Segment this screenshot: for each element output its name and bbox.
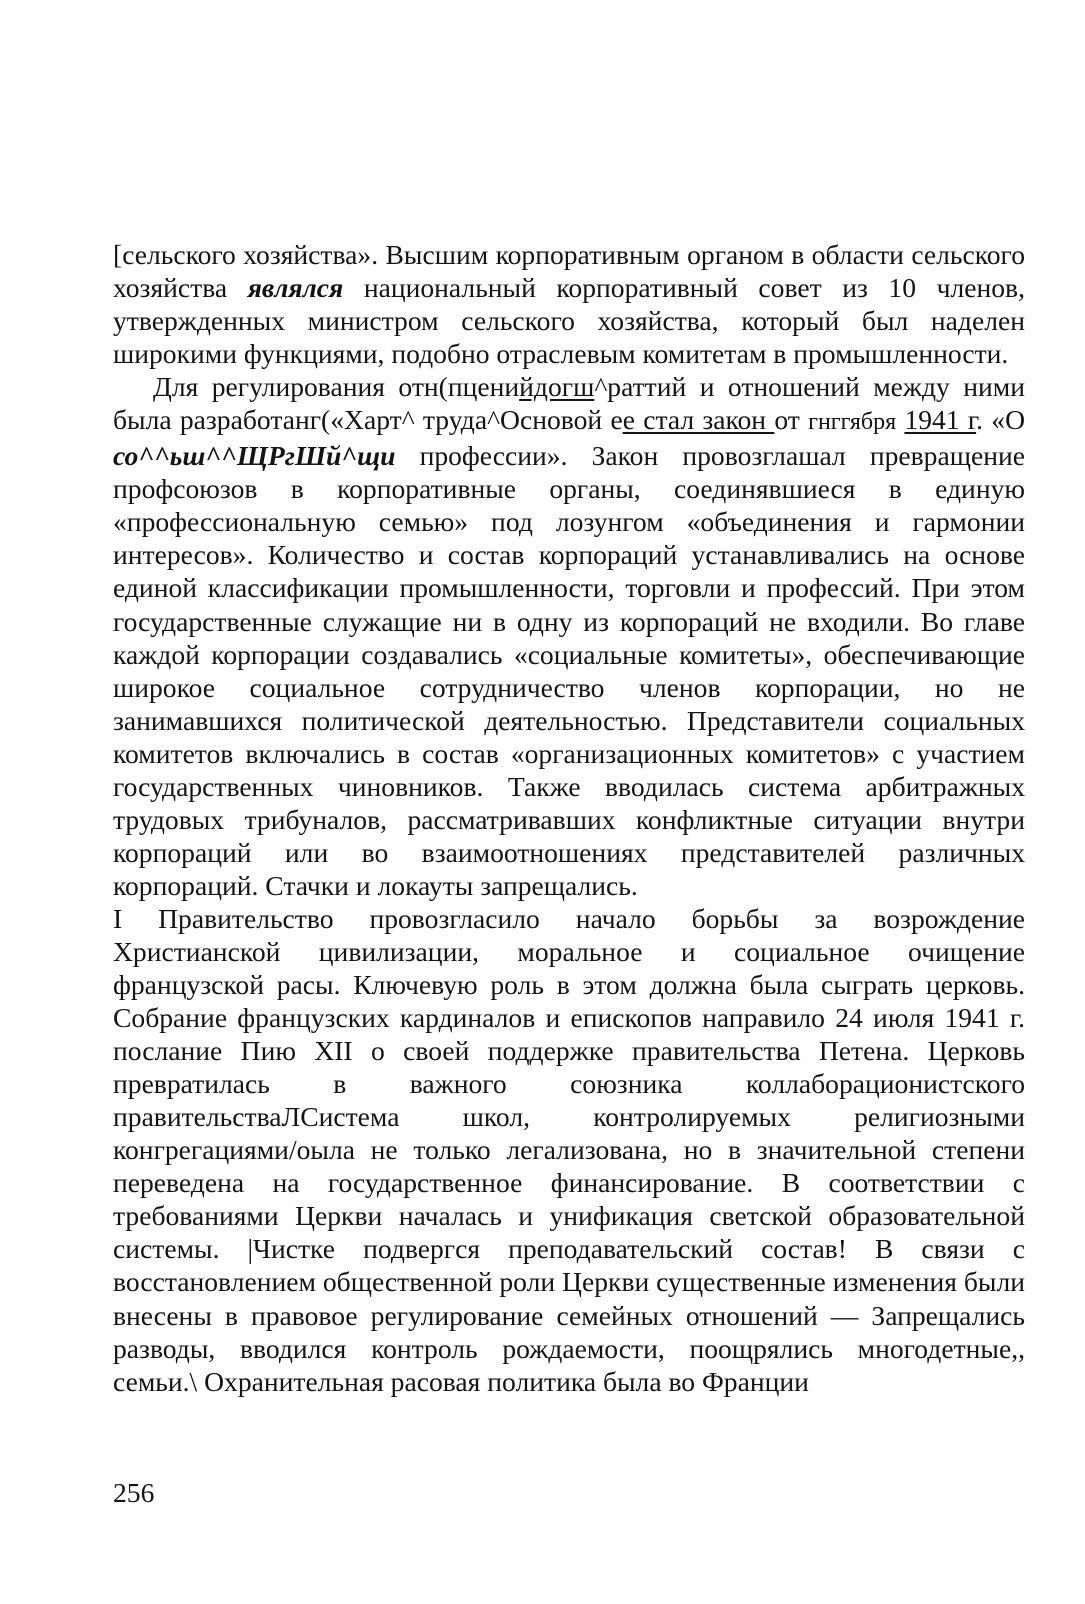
p1-text-start: [сельского хозяйства». Высшим корпоративным органом в области сельского хозяйства — [113, 239, 1025, 304]
p2-underlined-date: 1941 г — [904, 404, 977, 436]
p2-bold-italic-garbled: со^^ьш^^ЩРгШй^щи — [113, 440, 396, 472]
p1-bold-italic-word: являлся — [247, 272, 344, 304]
p2-underlined-1: йдогш — [519, 371, 595, 403]
p2-small-word: гнггября — [808, 409, 897, 436]
page-number: 256 — [113, 1477, 155, 1508]
p2-text-4: . «О — [976, 404, 1025, 436]
paragraph-2 — [113, 370, 1025, 902]
p2-text-3: от — [774, 404, 809, 436]
p1-text-end: национальный корпоративный совет из 10 членов, утвержденных министром сельского хозяйства, который был наделен широкими функциями, подобно отраслевым комитетам в промышленности. — [113, 272, 1025, 370]
p2-text-1: Для регулирования отн(пцени — [153, 371, 520, 403]
paragraph-3: I Правительство провозгласило начало борьбы за возрождение Христианской цивилизации, моральное и социальное очищение французской расы. Ключевую роль в этом должна была сыграть церковь. Собрание французских кардиналов и епископов направило 24 июля 1941 г. послание Пию XII о своей поддержке правительства Петена. Церковь превратилась в важного союзника коллаборационистского правительстваЛСистема школ, контролируемых религиозными конгрегациями/оыла не только легализована, но в значительной степени переведена на государственное финансирование. В соответствии с требованиями Церкви началась и унификация светской образовательной системы. |Чистке подвергся преподавательский состав! В связи с восстановлением общественной роли Церкви существенные изменения были внесены в правовое регулирование семейных отношений — Запрещались разводы, вводился контроль рождаемости, поощрялись многодетные,, семьи.\ Охранительная расовая политика была во Франции — [113, 902, 1025, 1397]
p2-text-5: профессии». Закон провозглашал превращение профсоюзов в корпоративные органы, соединявшиеся в единую «профессиональную семью» под лозунгом «объединения и гармонии интересов». Количество и состав корпораций устанавливались на основе единой классификации промышленности, торговли и профессий. При этом государственные служащие ни в одну из корпораций не входили. Во главе каждой корпорации создавались «социальные комитеты», обеспечивающие широкое социальное сотрудничество членов корпорации, но не занимавшихся политической деятельностью. Представители социальных комитетов включались в состав «организационных комитетов» с участием государственных чиновников. Также вводилась система арбитражных трудовых трибуналов, рассматривавших конфликтные ситуации внутри корпораций или во взаимоотношениях представителей различных корпораций. Стачки и локауты запрещались. — [113, 440, 1025, 901]
p2-text-2: ^раттий и отношений между ними была разработанг(«Харт^ труда^Основой е — [113, 371, 1026, 436]
paragraph-1 — [113, 238, 1025, 370]
p2-underlined-2: е стал закон — [622, 404, 775, 436]
page-text — [113, 238, 1025, 1398]
